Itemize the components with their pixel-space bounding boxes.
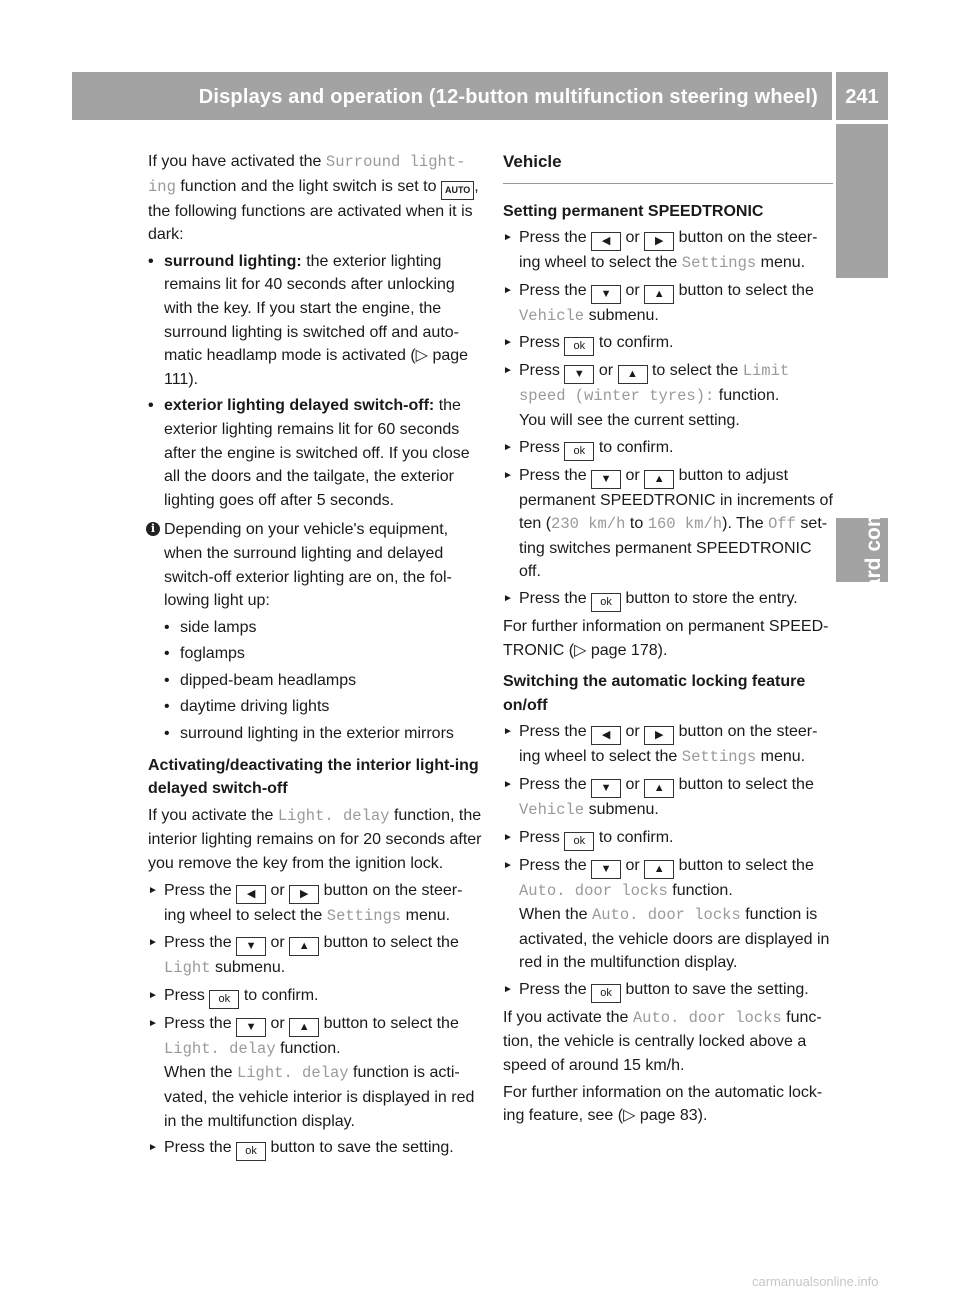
right-column bbox=[503, 150, 833, 1131]
right-button-icon: ▶ bbox=[644, 232, 674, 251]
right-button-icon: ▶ bbox=[644, 726, 674, 745]
up-button-icon: ▲ bbox=[289, 937, 319, 956]
ok-button-icon: ok bbox=[564, 337, 594, 356]
section-title: Vehicle bbox=[503, 150, 833, 184]
step: ► Press the ok button to save the setting. bbox=[148, 1136, 482, 1161]
header-bar bbox=[72, 72, 832, 120]
paragraph: If you activate the Auto. door locks func-tion, the vehicle is centrally locked above a speed of around 15 km/h. bbox=[503, 1008, 822, 1075]
page-ref-icon: ▷ bbox=[415, 347, 428, 365]
step: ► Press ▼ or ▲ to select the Limit speed (winter tyres): function. You will see the current setting. bbox=[503, 359, 833, 432]
step: ► Press ok to confirm. bbox=[503, 331, 833, 356]
left-button-icon: ◀ bbox=[236, 885, 266, 904]
left-button-icon: ◀ bbox=[591, 232, 621, 251]
list-item: • surround lighting: the exterior lighting remains lit for 40 seconds after unlocking with the key. If you start the engine, the surround lighting is switched off and auto-matic headlamp mode is activated (▷ page 111). bbox=[148, 250, 482, 392]
down-button-icon: ▼ bbox=[591, 779, 621, 798]
step: ► Press the ◀ or ▶ button on the steer-ing wheel to select the Settings menu. bbox=[503, 226, 833, 276]
page-number: 241 bbox=[836, 72, 888, 120]
list-item: • dipped-beam headlamps bbox=[148, 669, 482, 693]
up-button-icon: ▲ bbox=[618, 365, 648, 384]
ok-button-icon: ok bbox=[591, 984, 621, 1003]
list-item: • daytime driving lights bbox=[148, 695, 482, 719]
section-heading: Activating/deactivating the interior light-ing delayed switch-off bbox=[148, 756, 479, 798]
up-button-icon: ▲ bbox=[644, 470, 674, 489]
ok-button-icon: ok bbox=[564, 832, 594, 851]
intro-paragraph: If you have activated the Surround light-ing function and the light switch is set to AUTO , the following functions are activated when it is dark: bbox=[148, 153, 479, 244]
page-ref-icon: ▷ bbox=[623, 1107, 636, 1125]
step: ► Press the ok button to save the setting. bbox=[503, 978, 833, 1003]
step: ► Press the ▼ or ▲ button to select the Vehicle submenu. bbox=[503, 279, 833, 329]
watermark: carmanualsonline.info bbox=[752, 1274, 879, 1289]
down-button-icon: ▼ bbox=[236, 937, 266, 956]
ok-button-icon: ok bbox=[209, 990, 239, 1009]
paragraph: For further information on permanent SPEED-TRONIC (▷ page 178). bbox=[503, 617, 829, 659]
down-button-icon: ▼ bbox=[236, 1018, 266, 1037]
info-icon: i bbox=[146, 522, 160, 536]
ok-button-icon: ok bbox=[591, 593, 621, 612]
section-tab-label: On-board computer and displays bbox=[862, 322, 885, 652]
step: ► Press the ok button to store the entry. bbox=[503, 587, 833, 612]
up-button-icon: ▲ bbox=[644, 285, 674, 304]
list-item: • exterior lighting delayed switch-off: the exterior lighting remains lit for 60 seconds after the engine is switched off. If you close all the doors and the tailgate, the exterior lighting goes off after 5 seconds. bbox=[148, 394, 482, 512]
left-button-icon: ◀ bbox=[591, 726, 621, 745]
up-button-icon: ▲ bbox=[644, 860, 674, 879]
section-heading: Switching the automatic locking feature on/off bbox=[503, 673, 806, 714]
step: ► Press the ▼ or ▲ button to select the Light. delay function. When the Light. delay function is acti-vated, the vehicle interior is displayed in red in the multifunction display. bbox=[148, 1012, 482, 1133]
auto-icon: AUTO bbox=[441, 181, 474, 200]
step: ► Press the ◀ or ▶ button on the steer-ing wheel to select the Settings menu. bbox=[503, 720, 833, 770]
right-button-icon: ▶ bbox=[289, 885, 319, 904]
section-heading: Setting permanent SPEEDTRONIC bbox=[503, 202, 764, 220]
step: ► Press the ▼ or ▲ button to select the Auto. door locks function. When the Auto. door locks function is activated, the vehicle doors are displayed in red in the multifunction display. bbox=[503, 854, 833, 975]
step: ► Press ok to confirm. bbox=[503, 826, 833, 851]
up-button-icon: ▲ bbox=[289, 1018, 319, 1037]
function-name: Surround light-ing bbox=[148, 153, 466, 196]
step: ► Press the ▼ or ▲ button to select the Vehicle submenu. bbox=[503, 773, 833, 823]
list-item: • foglamps bbox=[148, 642, 482, 666]
list-item: • side lamps bbox=[148, 616, 482, 640]
page-title: Displays and operation (12-button multifunction steering wheel) bbox=[198, 86, 818, 108]
down-button-icon: ▼ bbox=[591, 470, 621, 489]
ok-button-icon: ok bbox=[236, 1142, 266, 1161]
ok-button-icon: ok bbox=[564, 442, 594, 461]
step: ► Press the ◀ or ▶ button on the steer-ing wheel to select the Settings menu. bbox=[148, 879, 482, 929]
up-button-icon: ▲ bbox=[644, 779, 674, 798]
list-item: • surround lighting in the exterior mirrors bbox=[148, 722, 482, 746]
step: ► Press the ▼ or ▲ button to select the Light submenu. bbox=[148, 931, 482, 981]
down-button-icon: ▼ bbox=[564, 365, 594, 384]
step: ► Press the ▼ or ▲ button to adjust permanent SPEEDTRONIC in increments of ten (230 km/h to 160 km/h). The Off set-ting switches permanent SPEEDTRONIC off. bbox=[503, 464, 833, 584]
paragraph: If you activate the Light. delay function, the interior lighting remains on for 20 seconds after you remove the key from the ignition lock. bbox=[148, 806, 482, 873]
step: ► Press ok to confirm. bbox=[503, 436, 833, 461]
left-column bbox=[148, 150, 482, 1164]
page-ref-icon: ▷ bbox=[574, 641, 587, 659]
paragraph: For further information on the automatic lock-ing feature, see (▷ page 83). bbox=[503, 1083, 823, 1125]
down-button-icon: ▼ bbox=[591, 285, 621, 304]
step: ► Press ok to confirm. bbox=[148, 984, 482, 1009]
down-button-icon: ▼ bbox=[591, 860, 621, 879]
info-note: i Depending on your vehicle's equipment, when the surround lighting and delayed switch-off exterior lighting are on, the fol-lowing light up: bbox=[148, 518, 482, 612]
